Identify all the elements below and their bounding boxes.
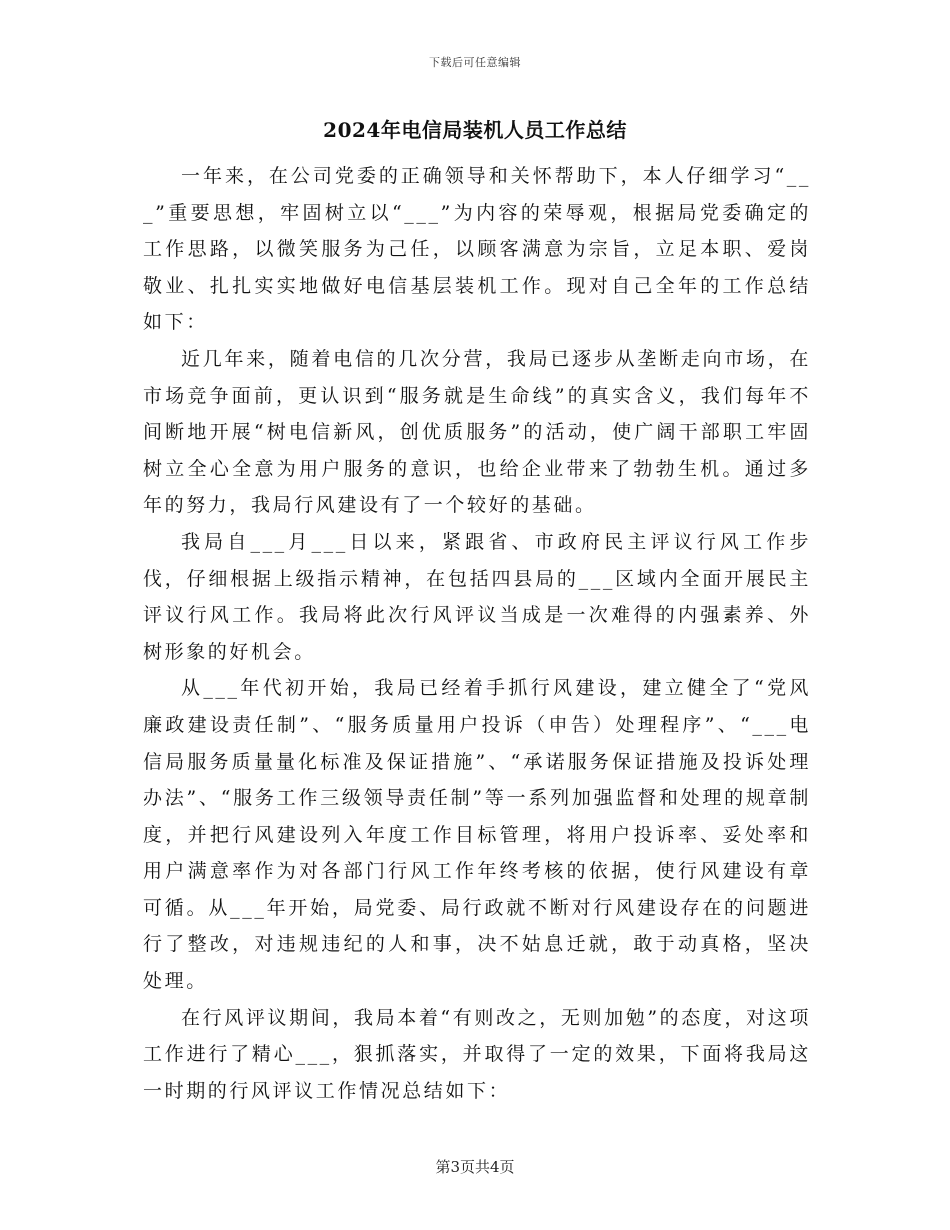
header-note: 下载后可任意编辑 [429,56,521,69]
paragraph-4: 从___年代初开始，我局已经着手抓行风建设，建立健全了“党风廉政建设责任制”、“服务质量用户投诉（申告）处理程序”、“___电信局服务质量量化标准及保证措施”、“承诺服务保证措施及投诉处理办法”、“服务工作三级领导责任制”等一系列加强监督和处理的规章制度，并把行风建设列入年度工作目标管理，将用户投诉率、妥处率和用户满意率作为对各部门行风工作年终考核的依据，使行风建设有章可循。从___年开始，局党委、局行政就不断对行风建设存在的问题进行了整改，对违规违纪的人和事，决不姑息迁就，敢于动真格，坚决处理。 [143,677,811,993]
document-title: 2024年电信局装机人员工作总结 [323,118,627,142]
paragraph-3: 我局自___月___日以来，紧跟省、市政府民主评议行风工作步伐，仔细根据上级指示精神，在包括四县局的___区域内全面开展民主评议行风工作。我局将此次行风评议当成是一次难得的内强素养、外树形象的好机会。 [143,530,811,663]
document-body [143,158,811,1109]
page-number: 第3页共4页 [435,1158,515,1176]
paragraph-2: 近几年来，随着电信的几次分营，我局已逐步从垄断走向市场，在市场竞争面前，更认识到“服务就是生命线”的真实含义，我们每年不间断地开展“树电信新风，创优质服务”的活动，使广阔干部职工牢固树立全心全意为用户服务的意识，也给企业带来了勃勃生机。通过多年的努力，我局行风建设有了一个较好的基础。 [143,347,811,517]
paragraph-5: 在行风评议期间，我局本着“有则改之，无则加勉”的态度，对这项工作进行了精心___，狠抓落实，并取得了一定的效果，下面将我局这一时期的行风评议工作情况总结如下： [143,1006,811,1102]
paragraph-1: 一年来，在公司党委的正确领导和关怀帮助下，本人仔细学习“___”重要思想，牢固树立以“___”为内容的荣辱观，根据局党委确定的工作思路，以微笑服务为己任，以顾客满意为宗旨，立足本职、爱岗敬业、扎扎实实地做好电信基层装机工作。现对自己全年的工作总结如下： [143,165,811,334]
